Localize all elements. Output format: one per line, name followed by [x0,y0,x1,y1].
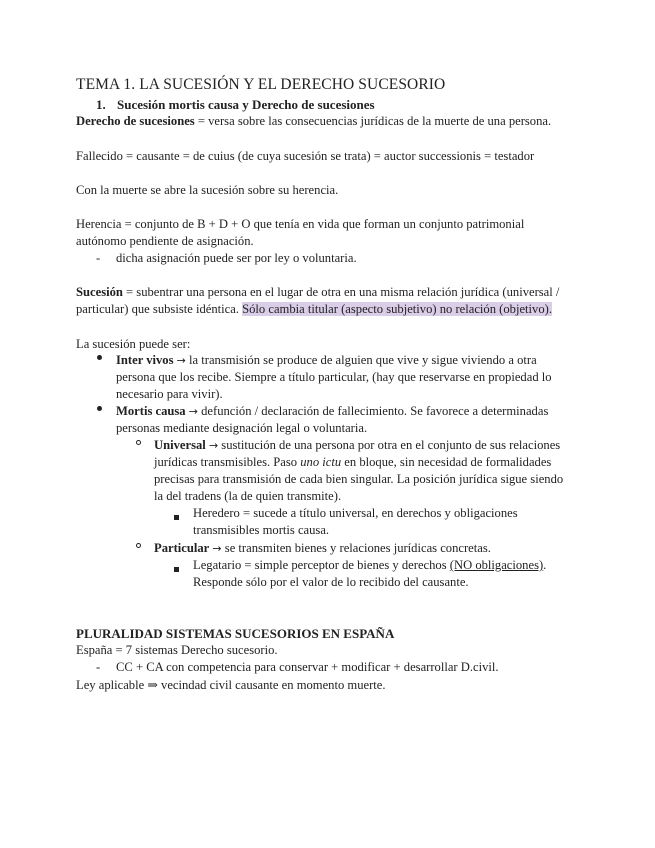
term-mortis-causa: Mortis causa [116,404,186,418]
term-derecho-sucesiones: Derecho de sucesiones [76,114,195,128]
herencia-dash-item: dicha asignación puede ser por ley o voluntaria. [116,251,357,265]
puede-ser-line: La sucesión puede ser: [76,337,191,351]
term-sucesion: Sucesión [76,285,123,299]
dash-marker: - [96,251,101,265]
inter-vivos-line-1: Inter vivos → la transmisión se produce de alguien que vive y sigue viviendo a otra [116,353,537,367]
bullet-disc-icon [97,348,102,365]
ley-aplicable-line: Ley aplicable ⇒ vecindad civil causante en momento muerte. [76,678,386,692]
term-universal: Universal [154,438,206,452]
herencia-line-1: Herencia = conjunto de B + D + O que tenía en vida que forman un conjunto patrimonial [76,217,525,231]
section-1-number: 1. [96,97,106,112]
heredero-line-2: transmisibles mortis causa. [193,523,330,537]
italic-uno-ictu: uno ictu [300,455,342,469]
inter-vivos-line-3: necesario para vivir). [116,387,223,401]
espana-line: España = 7 sistemas Derecho sucesorio. [76,643,278,657]
bullet-circle-icon [136,433,141,450]
term-particular: Particular [154,541,210,555]
bullet-circle-icon [136,536,141,553]
mortis-causa-line-1: Mortis causa → defunción / declaración de fallecimiento. Se favorece a determinadas [116,404,549,418]
bullet-disc-icon [97,399,102,416]
definition-derecho-sucesiones [76,113,551,130]
legatario-line-2: Responde sólo por el valor de lo recibido del causante. [193,575,469,589]
universal-line-2: jurídicas transmisibles. Paso uno ictu en bloque, sin necesidad de formalidades [154,455,552,469]
bullet-square-icon [174,560,179,577]
universal-line-4: la del tradens (la de quien transmite). [154,489,342,503]
cc-ca-line: CC + CA con competencia para conservar + modificar + desarrollar D.civil. [116,660,499,674]
definition-text: = versa sobre las consecuencias jurídicas de la muerte de una persona. [194,114,552,128]
legatario-line-1: Legatario = simple perceptor de bienes y derechos (NO obligaciones). [193,558,547,572]
sucesion-def-line-2: particular) que subsiste idéntica. Sólo cambia titular (aspecto subjetivo) no relación (objetivo). [76,302,552,316]
arrow-right-icon: → [188,405,198,418]
highlighted-text: Sólo cambia titular (aspecto subjetivo) no relación (objetivo). [242,302,552,316]
bullet-square-icon [174,508,179,525]
muerte-line: Con la muerte se abre la sucesión sobre su herencia. [76,183,339,197]
underlined-text: (NO obligaciones) [449,558,544,572]
dash-marker: - [96,660,101,674]
universal-line-1: Universal → sustitución de una persona por otra en el conjunto de sus relaciones [154,438,561,452]
heredero-line-1: Heredero = sucede a título universal, en derechos y obligaciones [193,506,518,520]
term-inter-vivos: Inter vivos [116,353,174,367]
page-title: TEMA 1. LA SUCESIÓN Y EL DERECHO SUCESORIO [76,76,446,93]
arrow-right-icon: → [176,354,186,367]
universal-line-3: precisas para transmisión de cada bien singular. La posición jurídica sigue siendo [154,472,564,486]
section-2-heading: PLURALIDAD SISTEMAS SUCESORIOS EN ESPAÑA [76,626,395,641]
inter-vivos-line-2: persona que los recibe. Siempre a título particular, (hay que reservarse en propiedad lo [116,370,552,384]
particular-line-1: Particular → se transmiten bienes y relaciones jurídicas concretas. [154,541,491,555]
mortis-causa-line-2: personas mediante designación legal o voluntaria. [116,421,368,435]
sucesion-def-line-1: Sucesión = subentrar una persona en el lugar de otra en una misma relación jurídica (universal / [76,285,560,299]
arrow-right-icon: → [208,439,219,452]
section-1-heading: Sucesión mortis causa y Derecho de sucesiones [117,97,375,112]
fallecido-line: Fallecido = causante = de cuius (de cuya sucesión se trata) = auctor successionis = testador [76,149,535,163]
arrow-right-icon: → [212,542,222,555]
herencia-line-2: autónomo pendiente de asignación. [76,234,254,248]
